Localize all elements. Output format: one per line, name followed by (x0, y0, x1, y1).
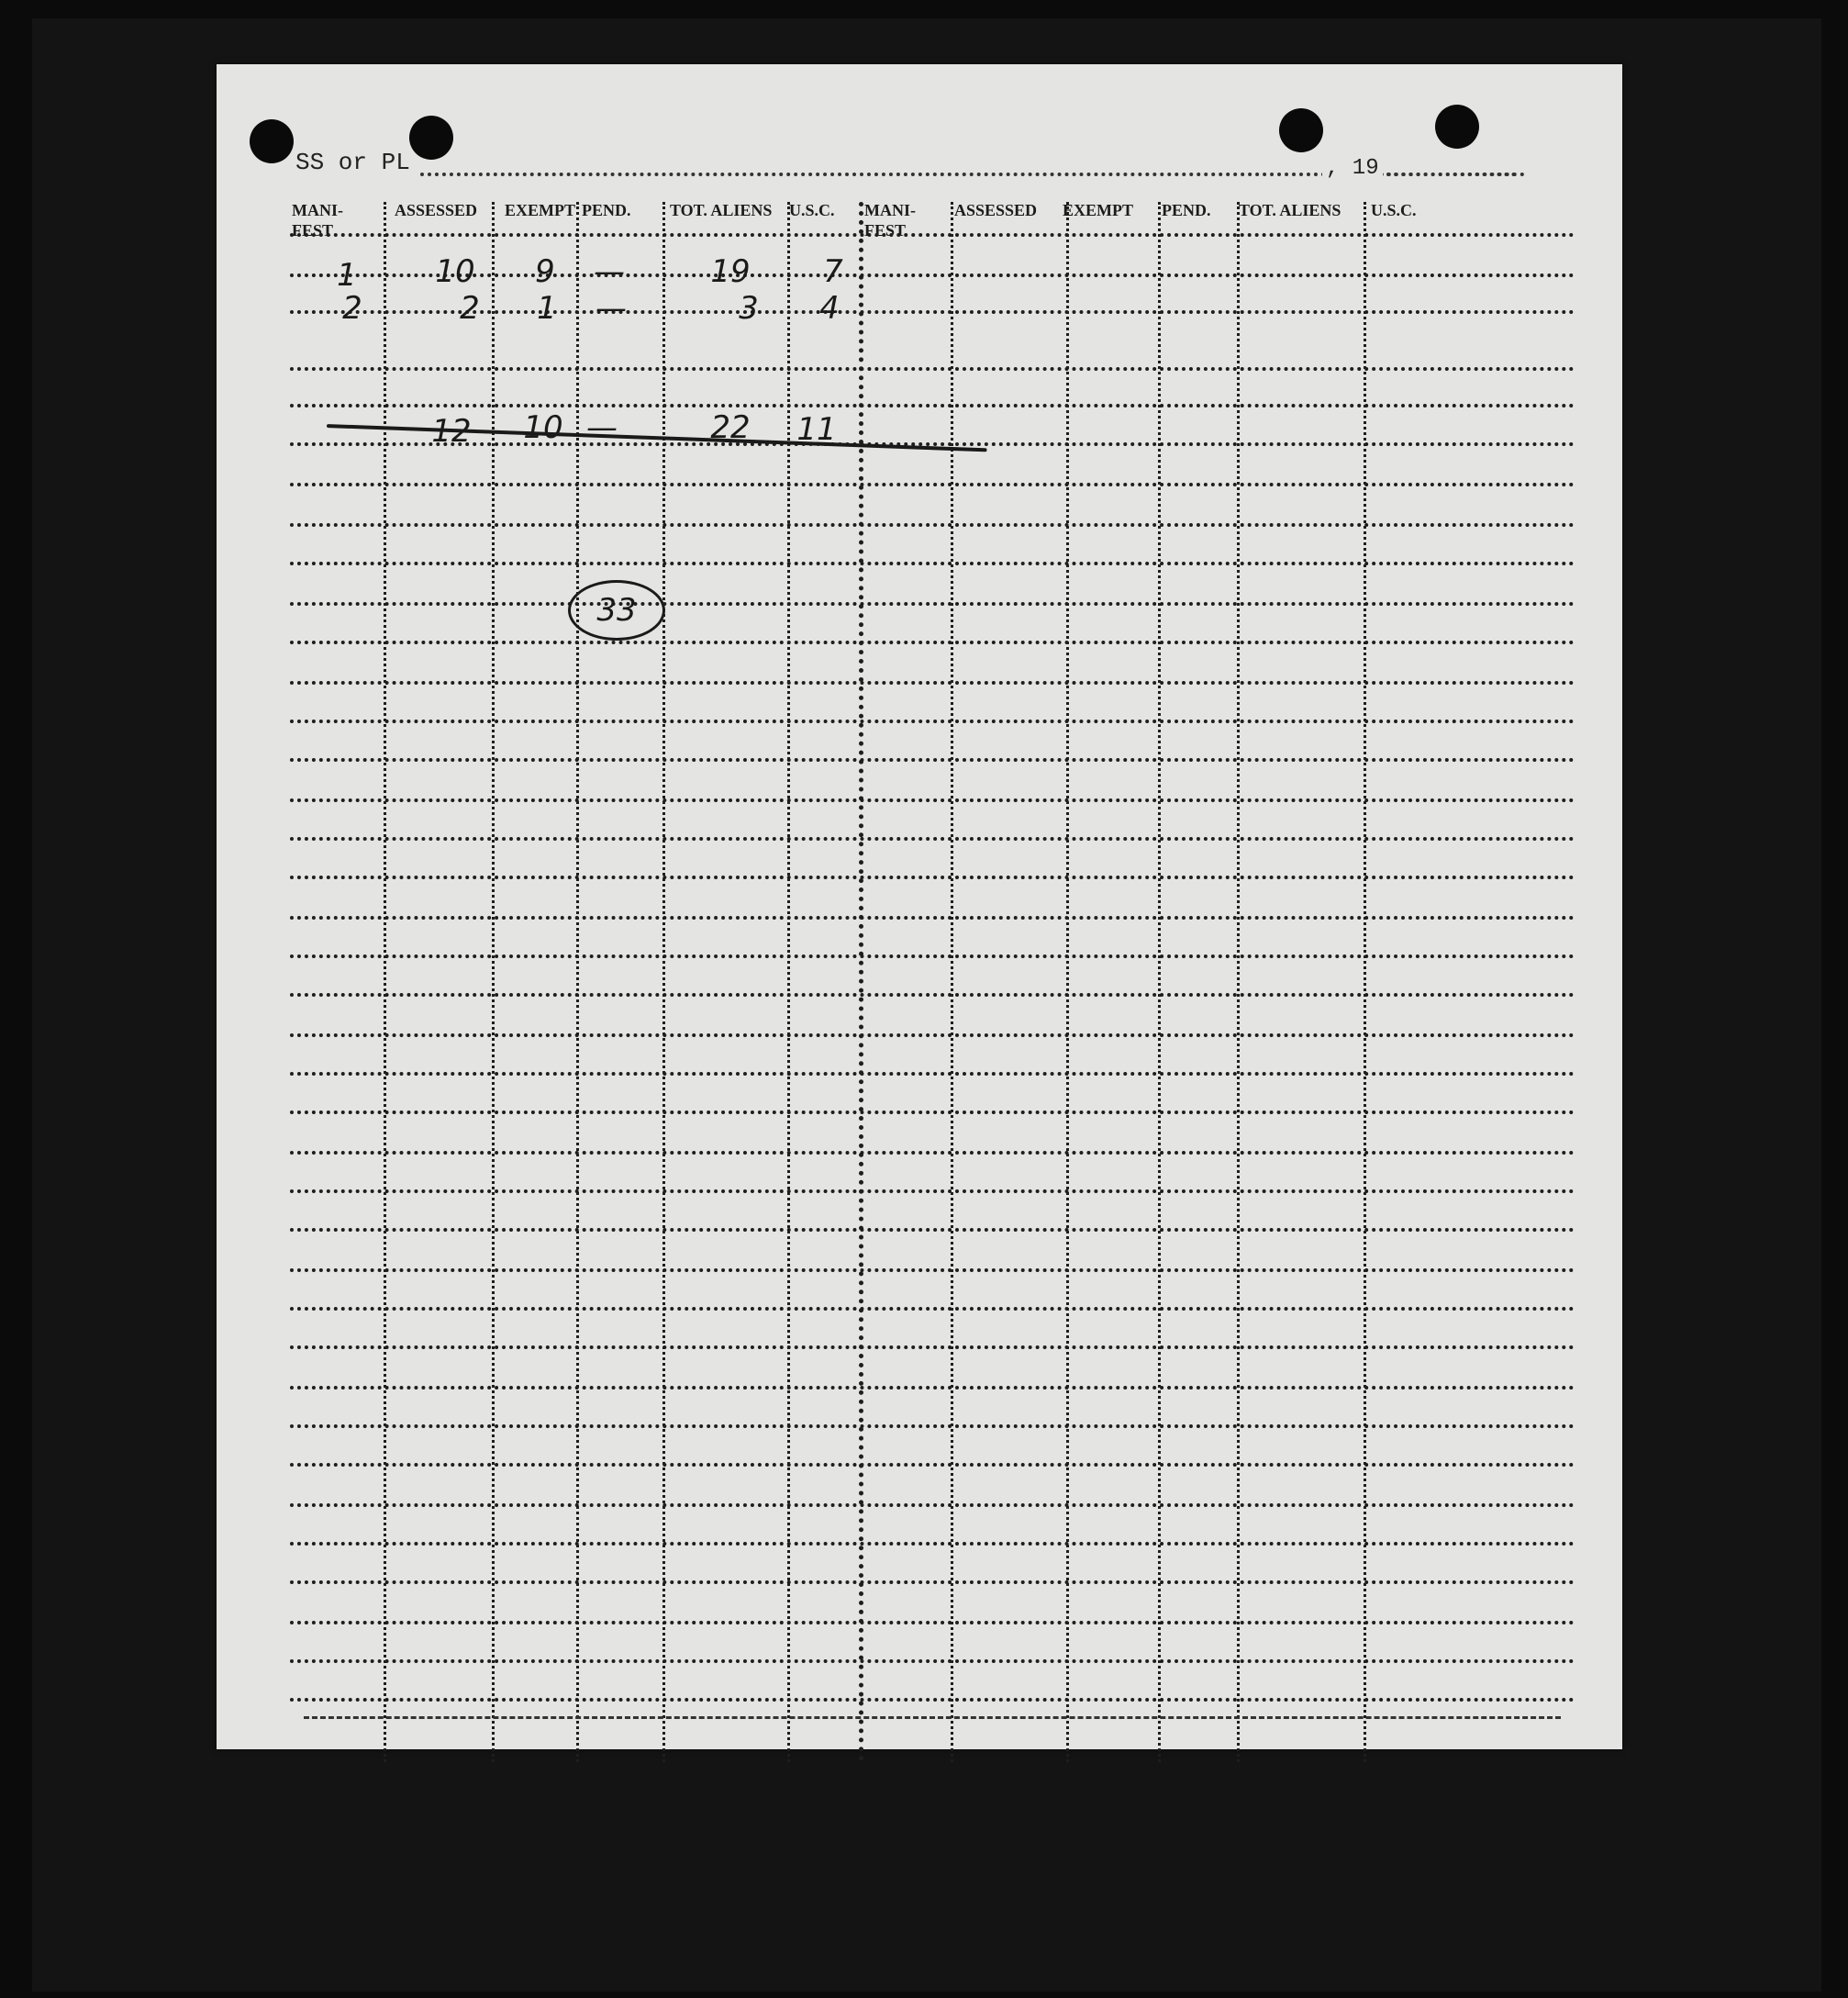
col-header-assessed-right: ASSESSED (954, 201, 1038, 219)
col-header-tot-aliens-right: TOT. ALIENS (1239, 201, 1341, 219)
punch-hole-icon (1435, 105, 1479, 149)
grid-row-line (290, 367, 1575, 371)
grid-row-line (290, 483, 1575, 486)
grid-row-line (290, 310, 1575, 314)
grid-row-line (290, 1503, 1575, 1507)
grid-row-line (290, 273, 1575, 277)
col-header-pend: PEND. (582, 201, 631, 219)
grid-row-line (290, 1659, 1575, 1663)
grid-row-line (290, 1151, 1575, 1155)
grid-row-line (290, 1228, 1575, 1232)
punch-hole-icon (409, 116, 453, 160)
entry-1-pend: — (594, 253, 625, 290)
grid-row-line (290, 758, 1575, 762)
grid-row-line (290, 1111, 1575, 1114)
total-assessed: 12 (431, 413, 472, 450)
grid-row-line (290, 1072, 1575, 1076)
col-header-manifest-right: MANI- FEST (864, 201, 916, 240)
grid-row-line (290, 602, 1575, 606)
total-tot-aliens: 22 (710, 409, 751, 446)
entry-2-tot-aliens: 3 (739, 290, 759, 327)
grid-row-line (290, 1268, 1575, 1272)
grid-row-line (290, 1621, 1575, 1624)
grid-row-line (290, 1033, 1575, 1037)
grid-row-line (290, 720, 1575, 723)
grid-column-line (1066, 202, 1069, 1762)
grid-row-line (290, 1542, 1575, 1546)
grid-row-line (290, 1424, 1575, 1428)
grid-row-line (290, 1345, 1575, 1349)
total-usc: 11 (796, 411, 837, 448)
grid-row-line (290, 954, 1575, 958)
grand-total-circled (568, 580, 665, 641)
sum-underline (327, 424, 987, 452)
ship-label: SS or PL (295, 149, 410, 176)
punch-hole-icon (1279, 108, 1323, 152)
punch-hole-icon (250, 119, 294, 163)
entry-2-exempt: 1 (537, 290, 557, 327)
grid-row-line (290, 916, 1575, 920)
grid-row-line (290, 681, 1575, 685)
grid-row-line (290, 1698, 1575, 1702)
grid-column-line (492, 202, 495, 1762)
entry-2-manifest: 2 (342, 290, 362, 327)
grid-row-line (290, 1307, 1575, 1311)
grid-column-line (1364, 202, 1366, 1762)
col-header-usc: U.S.C. (789, 201, 835, 219)
grid-row-line (290, 1580, 1575, 1584)
total-pend: — (586, 409, 618, 446)
grid-row-line (290, 404, 1575, 407)
col-header-exempt-right: EXEMPT (1063, 201, 1134, 219)
entry-1-manifest: 1 (337, 257, 357, 294)
entry-1-assessed: 10 (435, 253, 475, 290)
grid-column-line (859, 202, 863, 1762)
year-blank[interactable] (1386, 173, 1524, 176)
grid-row-line (290, 233, 1575, 237)
grid-column-line (787, 202, 790, 1762)
col-header-pend-right: PEND. (1162, 201, 1211, 219)
col-header-exempt: EXEMPT (505, 201, 576, 219)
col-header-usc-right: U.S.C. (1371, 201, 1417, 219)
grid-row-line (290, 876, 1575, 879)
grid-column-line (1237, 202, 1240, 1762)
entry-1-usc: 7 (823, 253, 843, 290)
entry-2-usc: 4 (819, 290, 840, 327)
grid-row-line (290, 837, 1575, 841)
grid-row-line (290, 562, 1575, 565)
grid-column-line (384, 202, 386, 1762)
grand-total-value: 33 (596, 592, 637, 629)
grid-column-line (1158, 202, 1161, 1762)
total-exempt: 10 (523, 409, 563, 446)
entry-1-exempt: 9 (535, 253, 555, 290)
grid-row-line (290, 1386, 1575, 1390)
grid-column-line (951, 202, 953, 1762)
grid-row-line (290, 641, 1575, 644)
grid-row-line (290, 1463, 1575, 1467)
grid-row-line (290, 798, 1575, 802)
bottom-edge-line (304, 1716, 1561, 1719)
grid-row-line (290, 993, 1575, 997)
manifest-tally-sheet (217, 64, 1622, 1749)
entry-2-assessed: 2 (460, 290, 480, 327)
year-label: , 19 (1322, 156, 1383, 181)
entry-1-tot-aliens: 19 (710, 253, 751, 290)
grid-row-line (290, 523, 1575, 527)
entry-2-pend: — (596, 290, 627, 327)
col-header-tot-aliens: TOT. ALIENS (670, 201, 773, 219)
col-header-manifest: MANI- FEST (292, 201, 343, 240)
grid-row-line (290, 1189, 1575, 1193)
col-header-assessed: ASSESSED (395, 201, 478, 219)
